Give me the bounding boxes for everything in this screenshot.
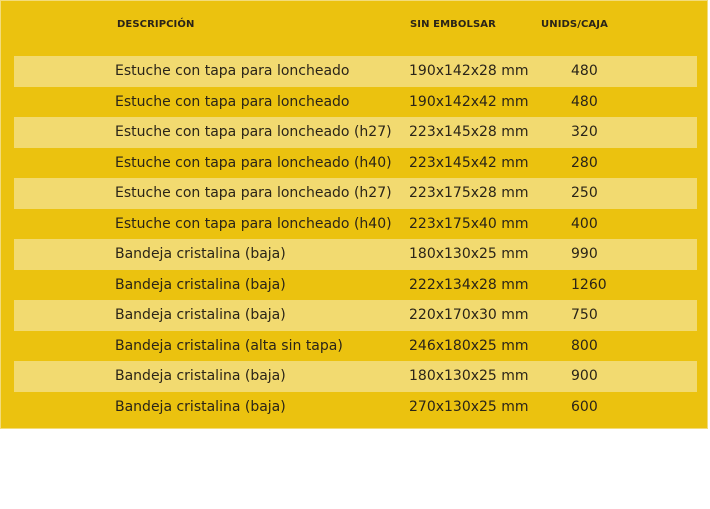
table-row [14,239,697,270]
cell-units: 800 [571,337,598,354]
cell-description: Estuche con tapa para loncheado [115,93,350,110]
cell-units: 600 [571,398,598,415]
table-row [14,331,697,362]
cell-units: 1260 [571,276,607,293]
table-row [14,117,697,148]
cell-units: 480 [571,93,598,110]
cell-units: 750 [571,307,598,323]
cell-description: Bandeja cristalina (baja) [115,368,286,384]
cell-units: 250 [571,185,598,201]
cell-size: 180x130x25 mm [409,368,529,384]
cell-description: Bandeja cristalina (baja) [115,307,286,323]
cell-units: 990 [571,246,598,262]
cell-size: 190x142x28 mm [409,63,529,79]
cell-units: 280 [571,154,598,171]
table-row [14,178,697,209]
cell-units: 480 [571,63,598,79]
cell-size: 220x170x30 mm [409,307,529,323]
table-header [1,19,707,35]
cell-size: 190x142x42 mm [409,93,529,110]
cell-description: Bandeja cristalina (baja) [115,276,286,293]
table-row [14,56,697,87]
cell-description: Bandeja cristalina (alta sin tapa) [115,337,343,354]
table-row [14,392,697,423]
cell-description: Estuche con tapa para loncheado (h27) [115,185,392,201]
cell-units: 900 [571,368,598,384]
cell-description: Bandeja cristalina (baja) [115,398,286,415]
cell-size: 246x180x25 mm [409,337,529,354]
cell-description: Estuche con tapa para loncheado [115,63,350,79]
table-body [14,56,697,422]
cell-size: 222x134x28 mm [409,276,529,293]
cell-size: 223x175x28 mm [409,185,529,201]
table-row [14,300,697,331]
header-description: DESCRIPCIÓN [117,19,195,30]
table-row [14,87,697,118]
cell-units: 320 [571,124,598,140]
cell-description: Bandeja cristalina (baja) [115,246,286,262]
cell-units: 400 [571,215,598,232]
cell-size: 223x145x28 mm [409,124,529,140]
cell-description: Estuche con tapa para loncheado (h40) [115,215,392,232]
table-row [14,209,697,240]
cell-size: 223x175x40 mm [409,215,529,232]
table-row [14,148,697,179]
cell-description: Estuche con tapa para loncheado (h40) [115,154,392,171]
header-units: UNIDS/CAJA [541,19,608,30]
cell-size: 223x145x42 mm [409,154,529,171]
cell-description: Estuche con tapa para loncheado (h27) [115,124,392,140]
header-size: SIN EMBOLSAR [410,19,496,30]
cell-size: 270x130x25 mm [409,398,529,415]
table-row [14,270,697,301]
table-row [14,361,697,392]
cell-size: 180x130x25 mm [409,246,529,262]
